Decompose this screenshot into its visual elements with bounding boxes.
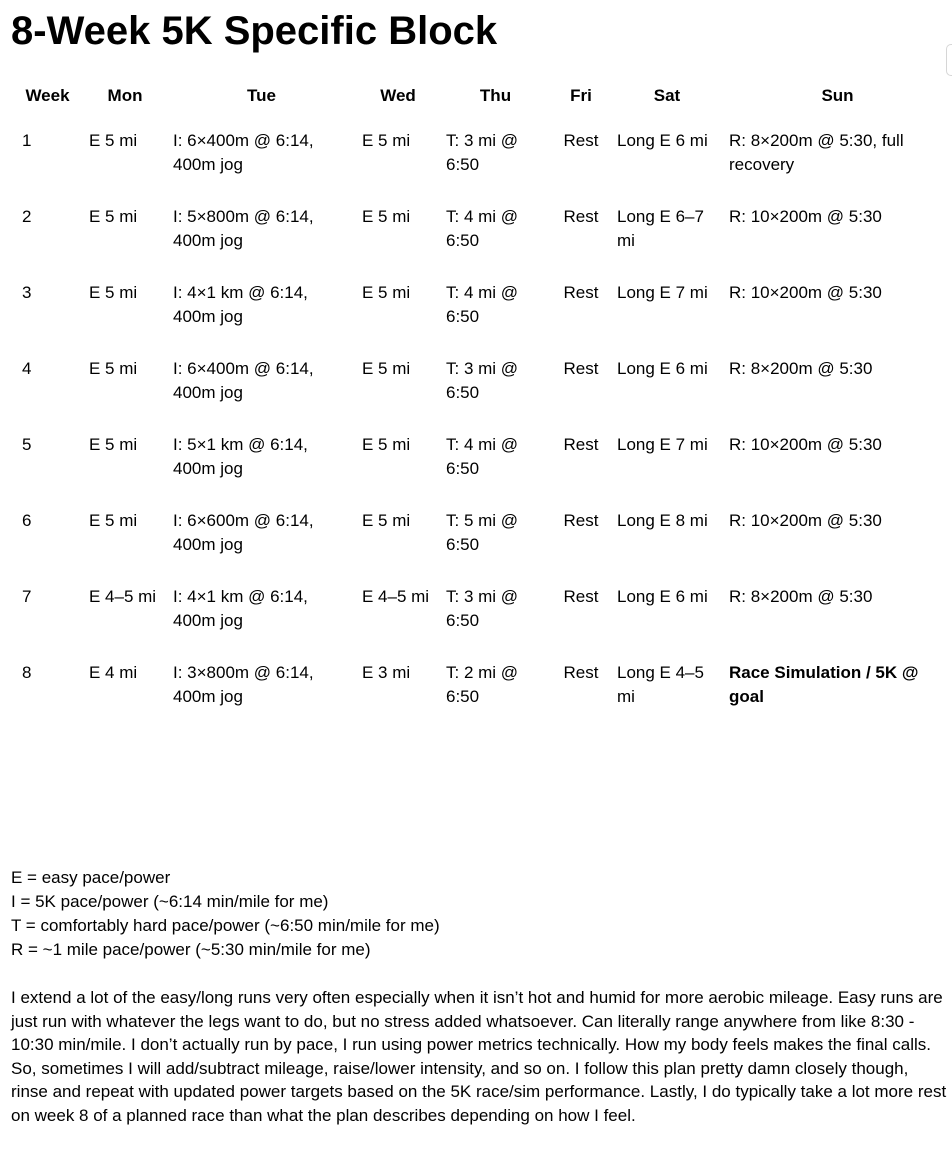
thu-workout-cell: T: 4 mi @ 6:50 xyxy=(446,283,519,326)
sat-workout-cell: Long E 8 mi xyxy=(617,511,708,530)
wed-workout-cell: E 3 mi xyxy=(362,663,411,682)
week-number-cell: 6 xyxy=(22,511,32,530)
table-row xyxy=(12,652,952,728)
table-row xyxy=(12,120,952,196)
wed-workout-cell: E 5 mi xyxy=(362,359,411,378)
legend-item-repetition: R = ~1 mile pace/power (~5:30 min/mile for me) xyxy=(11,940,371,959)
week-number-cell: 3 xyxy=(22,283,32,302)
table-row xyxy=(12,196,952,272)
week-number-cell: 4 xyxy=(22,359,32,378)
table-row xyxy=(12,500,952,576)
sat-workout-cell: Long E 7 mi xyxy=(617,435,708,454)
table-row xyxy=(12,272,952,348)
wed-workout-cell: E 5 mi xyxy=(362,131,411,150)
fri-workout-cell: Rest xyxy=(563,207,599,226)
fri-workout-cell: Rest xyxy=(563,131,599,150)
column-header-mon: Mon xyxy=(107,86,143,105)
legend-item-threshold: T = comfortably hard pace/power (~6:50 min/mile for me) xyxy=(11,916,440,935)
wed-workout-cell: E 4–5 mi xyxy=(362,587,430,606)
table-header-row xyxy=(12,72,952,120)
tue-workout-cell: I: 6×400m @ 6:14, 400m jog xyxy=(173,359,314,402)
mon-workout-cell: E 5 mi xyxy=(89,435,138,454)
tue-workout-cell: I: 5×1 km @ 6:14, 400m jog xyxy=(173,435,308,478)
column-header-week: Week xyxy=(25,86,70,105)
mon-workout-cell: E 4–5 mi xyxy=(89,587,157,606)
tue-workout-cell: I: 6×600m @ 6:14, 400m jog xyxy=(173,511,314,554)
sun-workout-cell: R: 10×200m @ 5:30 xyxy=(729,207,882,226)
fri-workout-cell: Rest xyxy=(563,511,599,530)
week-number-cell: 8 xyxy=(22,663,32,682)
wed-workout-cell: E 5 mi xyxy=(362,435,411,454)
sun-workout-cell: R: 10×200m @ 5:30 xyxy=(729,283,882,302)
column-header-wed: Wed xyxy=(380,86,416,105)
wed-workout-cell: E 5 mi xyxy=(362,511,411,530)
tue-workout-cell: I: 5×800m @ 6:14, 400m jog xyxy=(173,207,314,250)
tue-workout-cell: I: 6×400m @ 6:14, 400m jog xyxy=(173,131,314,174)
sat-workout-cell: Long E 6–7 mi xyxy=(617,207,704,250)
week-number-cell: 1 xyxy=(22,131,32,150)
table-row xyxy=(12,576,952,652)
thu-workout-cell: T: 3 mi @ 6:50 xyxy=(446,587,519,630)
tue-workout-cell: I: 4×1 km @ 6:14, 400m jog xyxy=(173,587,308,630)
thu-workout-cell: T: 4 mi @ 6:50 xyxy=(446,435,519,478)
fri-workout-cell: Rest xyxy=(563,283,599,302)
column-header-thu: Thu xyxy=(479,86,512,105)
week-number-cell: 7 xyxy=(22,587,32,606)
table-row xyxy=(12,424,952,500)
mon-workout-cell: E 5 mi xyxy=(89,359,138,378)
sun-workout-cell: R: 10×200m @ 5:30 xyxy=(729,435,882,454)
page-title: 8-Week 5K Specific Block xyxy=(11,9,498,53)
tue-workout-cell: I: 4×1 km @ 6:14, 400m jog xyxy=(173,283,308,326)
mon-workout-cell: E 5 mi xyxy=(89,207,138,226)
week-number-cell: 2 xyxy=(22,207,32,226)
sun-workout-cell: R: 8×200m @ 5:30 xyxy=(729,359,873,378)
mon-workout-cell: E 5 mi xyxy=(89,131,138,150)
mon-workout-cell: E 4 mi xyxy=(89,663,138,682)
table-row xyxy=(12,348,952,424)
column-header-fri: Fri xyxy=(570,86,592,105)
mon-workout-cell: E 5 mi xyxy=(89,511,138,530)
fri-workout-cell: Rest xyxy=(563,435,599,454)
sat-workout-cell: Long E 7 mi xyxy=(617,283,708,302)
column-header-sat: Sat xyxy=(653,86,681,105)
legend-item-easy: E = easy pace/power xyxy=(11,868,171,887)
training-plan-table xyxy=(12,72,952,728)
sat-workout-cell: Long E 4–5 mi xyxy=(617,663,704,706)
mon-workout-cell: E 5 mi xyxy=(89,283,138,302)
pace-legend xyxy=(11,866,946,962)
sun-workout-cell: R: 8×200m @ 5:30, full recovery xyxy=(729,131,904,174)
legend-item-interval: I = 5K pace/power (~6:14 min/mile for me) xyxy=(11,892,329,911)
sun-workout-cell: R: 10×200m @ 5:30 xyxy=(729,511,882,530)
fri-workout-cell: Rest xyxy=(563,359,599,378)
fri-workout-cell: Rest xyxy=(563,587,599,606)
column-header-tue: Tue xyxy=(247,86,276,105)
thu-workout-cell: T: 5 mi @ 6:50 xyxy=(446,511,519,554)
sat-workout-cell: Long E 6 mi xyxy=(617,131,708,150)
sat-workout-cell: Long E 6 mi xyxy=(617,587,708,606)
column-header-sun: Sun xyxy=(821,86,854,105)
wed-workout-cell: E 5 mi xyxy=(362,283,411,302)
sun-workout-cell-race: Race Simulation / 5K @ goal xyxy=(729,663,919,706)
wed-workout-cell: E 5 mi xyxy=(362,207,411,226)
sun-workout-cell: R: 8×200m @ 5:30 xyxy=(729,587,873,606)
notes-paragraph: I extend a lot of the easy/long runs very often especially when it isn’t hot and humid for more aerobic mileage. Easy runs are just run with whatever the legs want to do, but no stress added whatsoever. Can literally range anywhere from like 8:30 - 10:30 min/mile. I don’t actually run by pace, I run using power metrics technically. How my body feels makes the final calls. So, sometimes I will add/subtract mileage, raise/lower intensity, and so on. I follow this plan pretty damn closely though, rinse and repeat with updated power targets based on the 5K race/sim performance. Lastly, I do typically take a lot more rest on week 8 of a planned race than what the plan describes depending on how I feel. xyxy=(11,988,947,1125)
fri-workout-cell: Rest xyxy=(563,663,599,682)
thu-workout-cell: T: 4 mi @ 6:50 xyxy=(446,207,519,250)
week-number-cell: 5 xyxy=(22,435,32,454)
sat-workout-cell: Long E 6 mi xyxy=(617,359,708,378)
tue-workout-cell: I: 3×800m @ 6:14, 400m jog xyxy=(173,663,314,706)
thu-workout-cell: T: 2 mi @ 6:50 xyxy=(446,663,519,706)
thu-workout-cell: T: 3 mi @ 6:50 xyxy=(446,359,519,402)
thu-workout-cell: T: 3 mi @ 6:50 xyxy=(446,131,519,174)
